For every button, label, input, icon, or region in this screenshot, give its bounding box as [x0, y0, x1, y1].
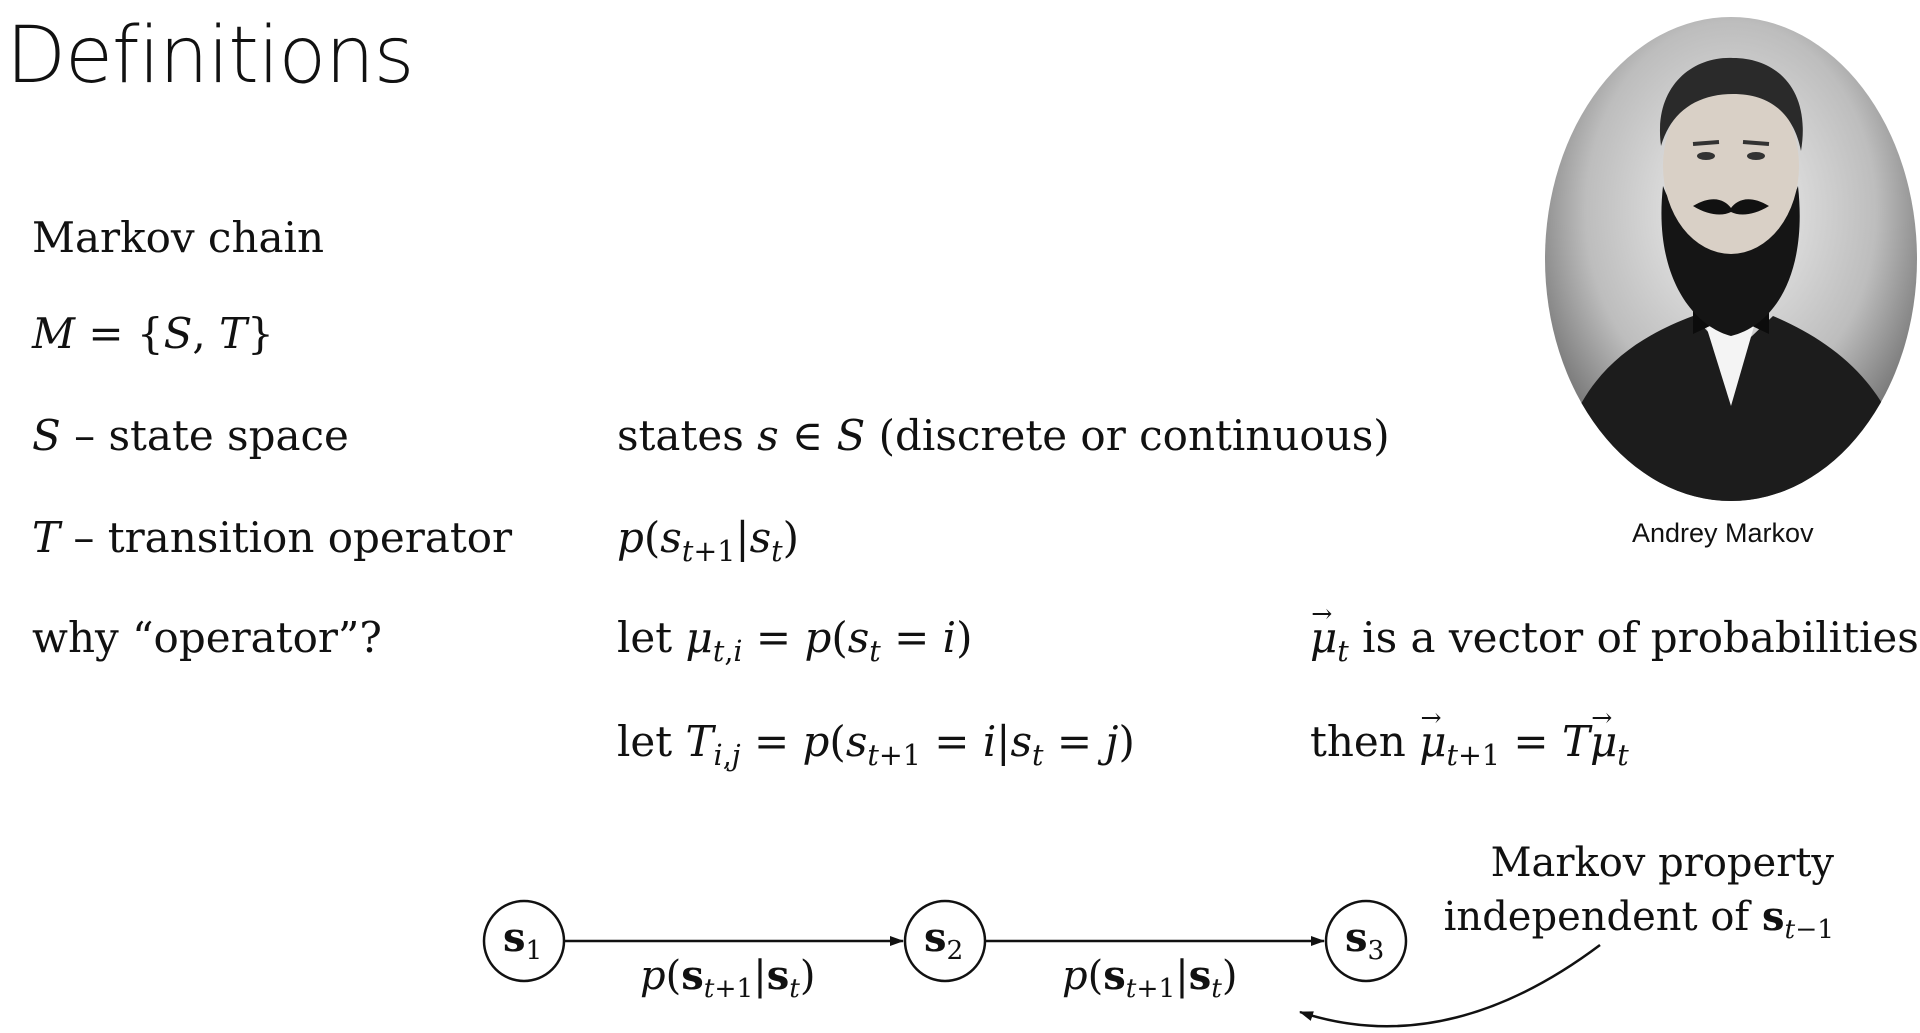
- markov-chain-text: Markov chain: [32, 213, 325, 262]
- page-title: Definitions: [6, 11, 414, 101]
- mu-definition: let $\mu_{t,i} = p(s_t = i)$: [617, 613, 973, 669]
- node-s2-label: $s_2$: [924, 914, 964, 966]
- update-equation: then → $\mu_{t+1} = T\to \mu_t$: [1310, 718, 1629, 766]
- markov-property-desc: independent of: [1443, 894, 1750, 940]
- states-word: states: [617, 411, 744, 460]
- then-word: then: [1310, 717, 1406, 766]
- state-space-desc: (discrete or continuous): [878, 411, 1390, 460]
- transition-matrix-definition: let $T_{i,j} = p(s_{t+1} = i|s_t = j)$: [617, 717, 1135, 773]
- markov-chain-definition: M = {S, T}: [32, 309, 274, 358]
- state-space-definition: S – state space: [32, 411, 349, 460]
- vector-desc-text: is a vector of probabilities: [1362, 613, 1919, 662]
- markov-property-note: [1440, 836, 1834, 944]
- why-operator-text: why “operator”?: [32, 613, 382, 662]
- transition-operator-definition: T – transition operator: [32, 513, 513, 562]
- edge-label-1: $p(s_{t+1}|s_t)$: [640, 952, 816, 1004]
- transition-probability: $p(s_{t+1}|s_t)$: [617, 513, 800, 569]
- let-word-2: let: [617, 717, 673, 766]
- states-description: states s ∈ S (discrete or continuous): [617, 411, 1390, 460]
- markov-property-title: Markov property: [1490, 840, 1834, 886]
- state-space-label: state space: [108, 411, 349, 460]
- transition-operator-label: transition operator: [107, 513, 513, 562]
- vector-description: → $\mu_t$ is a vector of probabilities: [1310, 614, 1919, 662]
- portrait-caption: Andrey Markov: [1632, 518, 1814, 548]
- markov-property-desc-line: independent of $s_{t-1}$: [1443, 893, 1834, 945]
- let-word-1: let: [617, 613, 673, 662]
- node-s3-label: $s_3$: [1345, 914, 1385, 966]
- edge-label-2: $p(s_{t+1}|s_t)$: [1062, 952, 1238, 1004]
- node-s1-label: $s_1$: [503, 914, 543, 966]
